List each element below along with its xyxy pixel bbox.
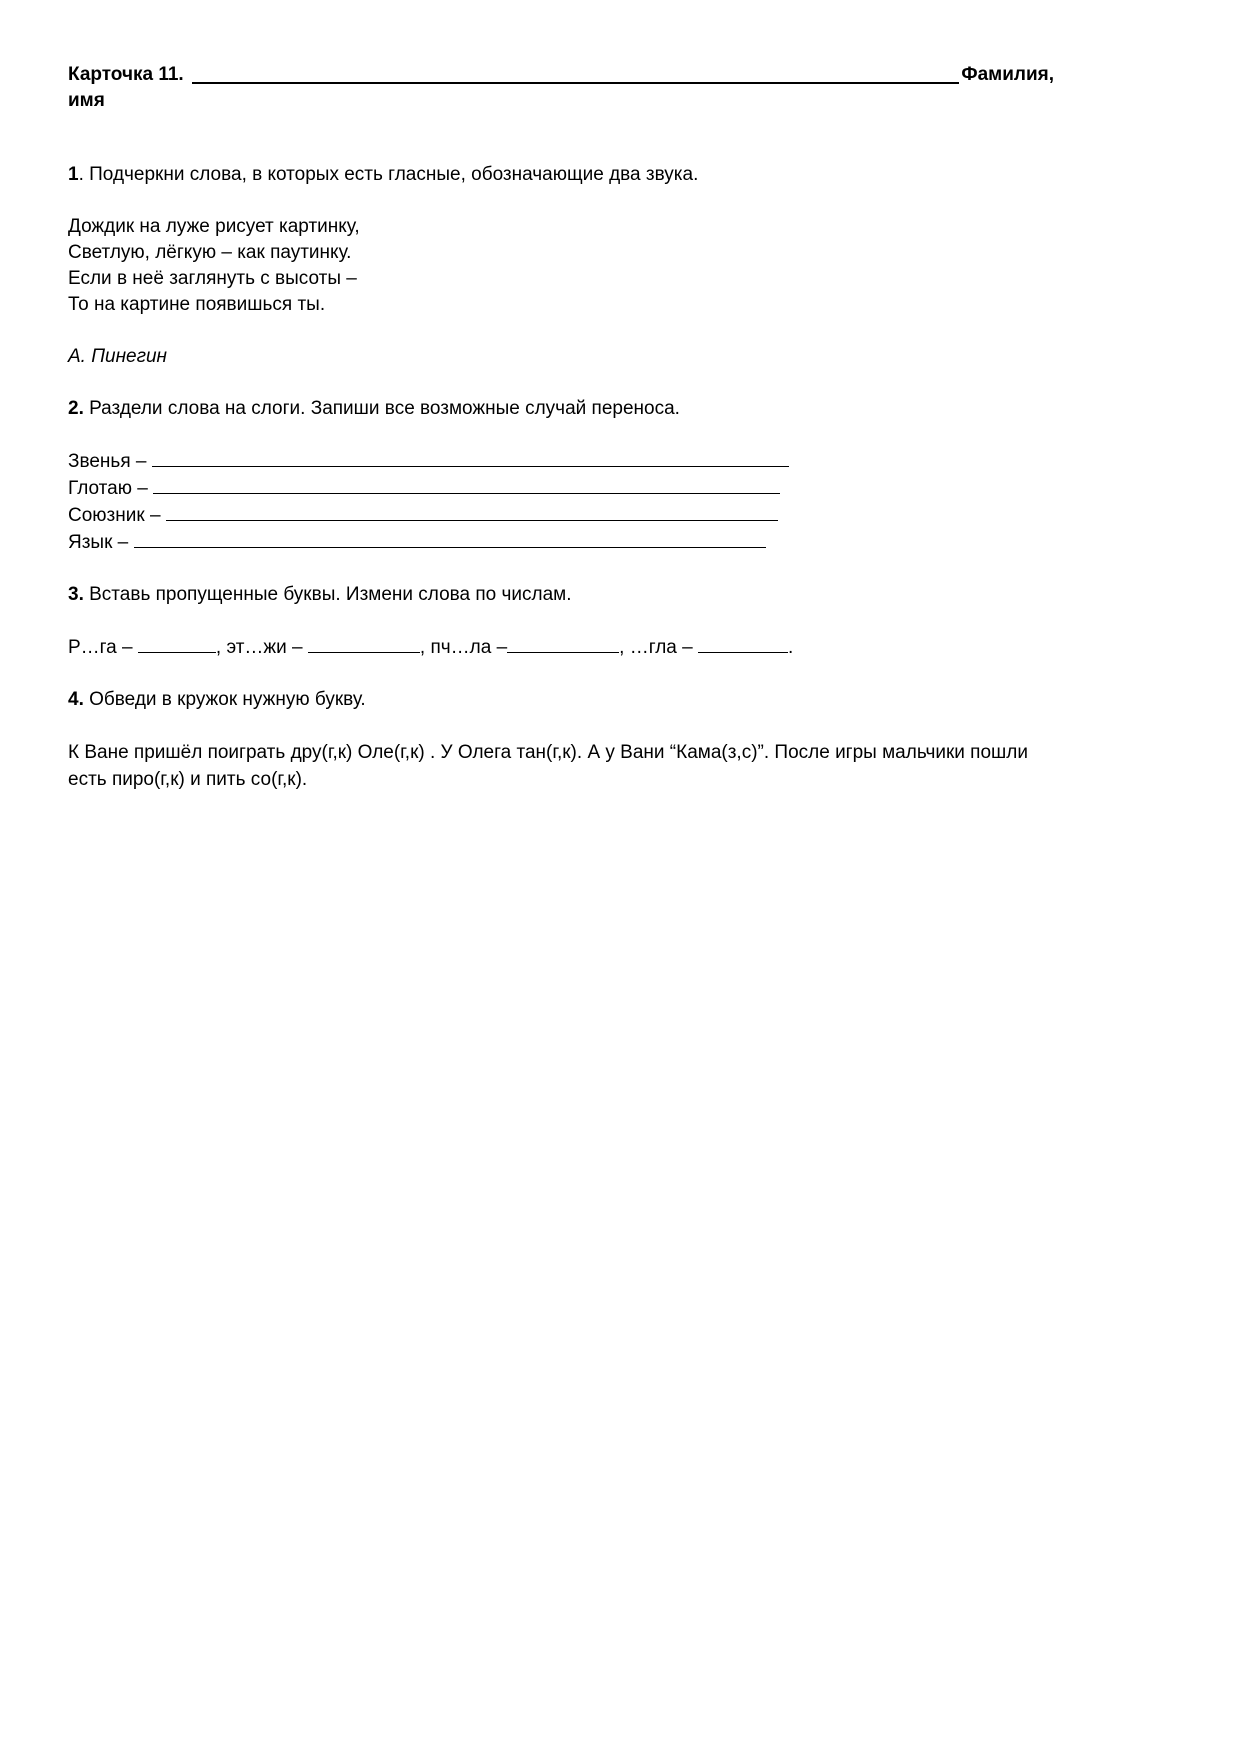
poem-line: Светлую, лёгкую – как паутинку. (68, 242, 352, 263)
header (68, 62, 1054, 88)
task3-heading (68, 582, 1054, 608)
task2-row (68, 502, 1054, 529)
card-title: Карточка 11. (68, 64, 184, 85)
poem-author: А. Пинегин (68, 346, 167, 367)
task4-body: К Ване пришёл поиграть дру(г,к) Оле(г,к) . У Олега тан(г,к). А у Вани “Кама(з,с)”. После игры мальчики пошли есть пиро(г,к) и пить со(г,к). (68, 742, 1028, 790)
answer-blank (698, 636, 788, 653)
poem-line: Если в неё заглянуть с высоты – (68, 268, 357, 289)
answer-blank (166, 504, 778, 521)
answer-blank (152, 450, 789, 467)
poem (68, 214, 1054, 318)
task3-segment: . (788, 637, 794, 658)
task3-answer-line (68, 634, 1054, 661)
task3-segment: Р…га – (68, 637, 138, 658)
name-label-top: Фамилия, (961, 64, 1054, 85)
answer-blank (134, 531, 766, 548)
task4-text: Обведи в кружок нужную букву. (83, 689, 366, 710)
task2-row (68, 475, 1054, 502)
task3-segment: , пч…ла – (419, 637, 508, 658)
task2-word: Глотаю – (68, 478, 154, 499)
task2-row (68, 448, 1054, 475)
task2-number: 2. (68, 398, 84, 419)
task2-word: Союзник – (68, 505, 166, 526)
answer-blank (507, 636, 619, 653)
task4-number: 4. (68, 689, 84, 710)
answer-blank (153, 477, 780, 494)
task2-word: Звенья – (68, 451, 152, 472)
answer-blank (308, 636, 420, 653)
task3-segment: , …гла – (619, 637, 698, 658)
task1-text: . Подчеркни слова, в которых есть гласные, обозначающие два звука. (78, 164, 699, 185)
task2-word: Язык – (68, 532, 134, 553)
task2-heading (68, 396, 1054, 422)
name-blank-line (192, 81, 960, 84)
answer-blank (138, 636, 216, 653)
task2-answer-list (68, 448, 1054, 556)
task2-row (68, 529, 1054, 556)
name-label-bottom: имя (68, 90, 105, 111)
poem-line: Дождик на луже рисует картинку, (68, 216, 360, 237)
poem-line: То на картине появишься ты. (68, 294, 326, 315)
task1-heading (68, 162, 1054, 188)
task3-text: Вставь пропущенные буквы. Измени слова по числам. (83, 584, 572, 605)
task4-heading (68, 687, 1054, 713)
task3-segment: , эт…жи – (215, 637, 308, 658)
task1-number: 1 (68, 164, 79, 185)
task3-number: 3. (68, 584, 84, 605)
task2-text: Раздели слова на слоги. Запиши все возможные случай переноса. (83, 398, 680, 419)
